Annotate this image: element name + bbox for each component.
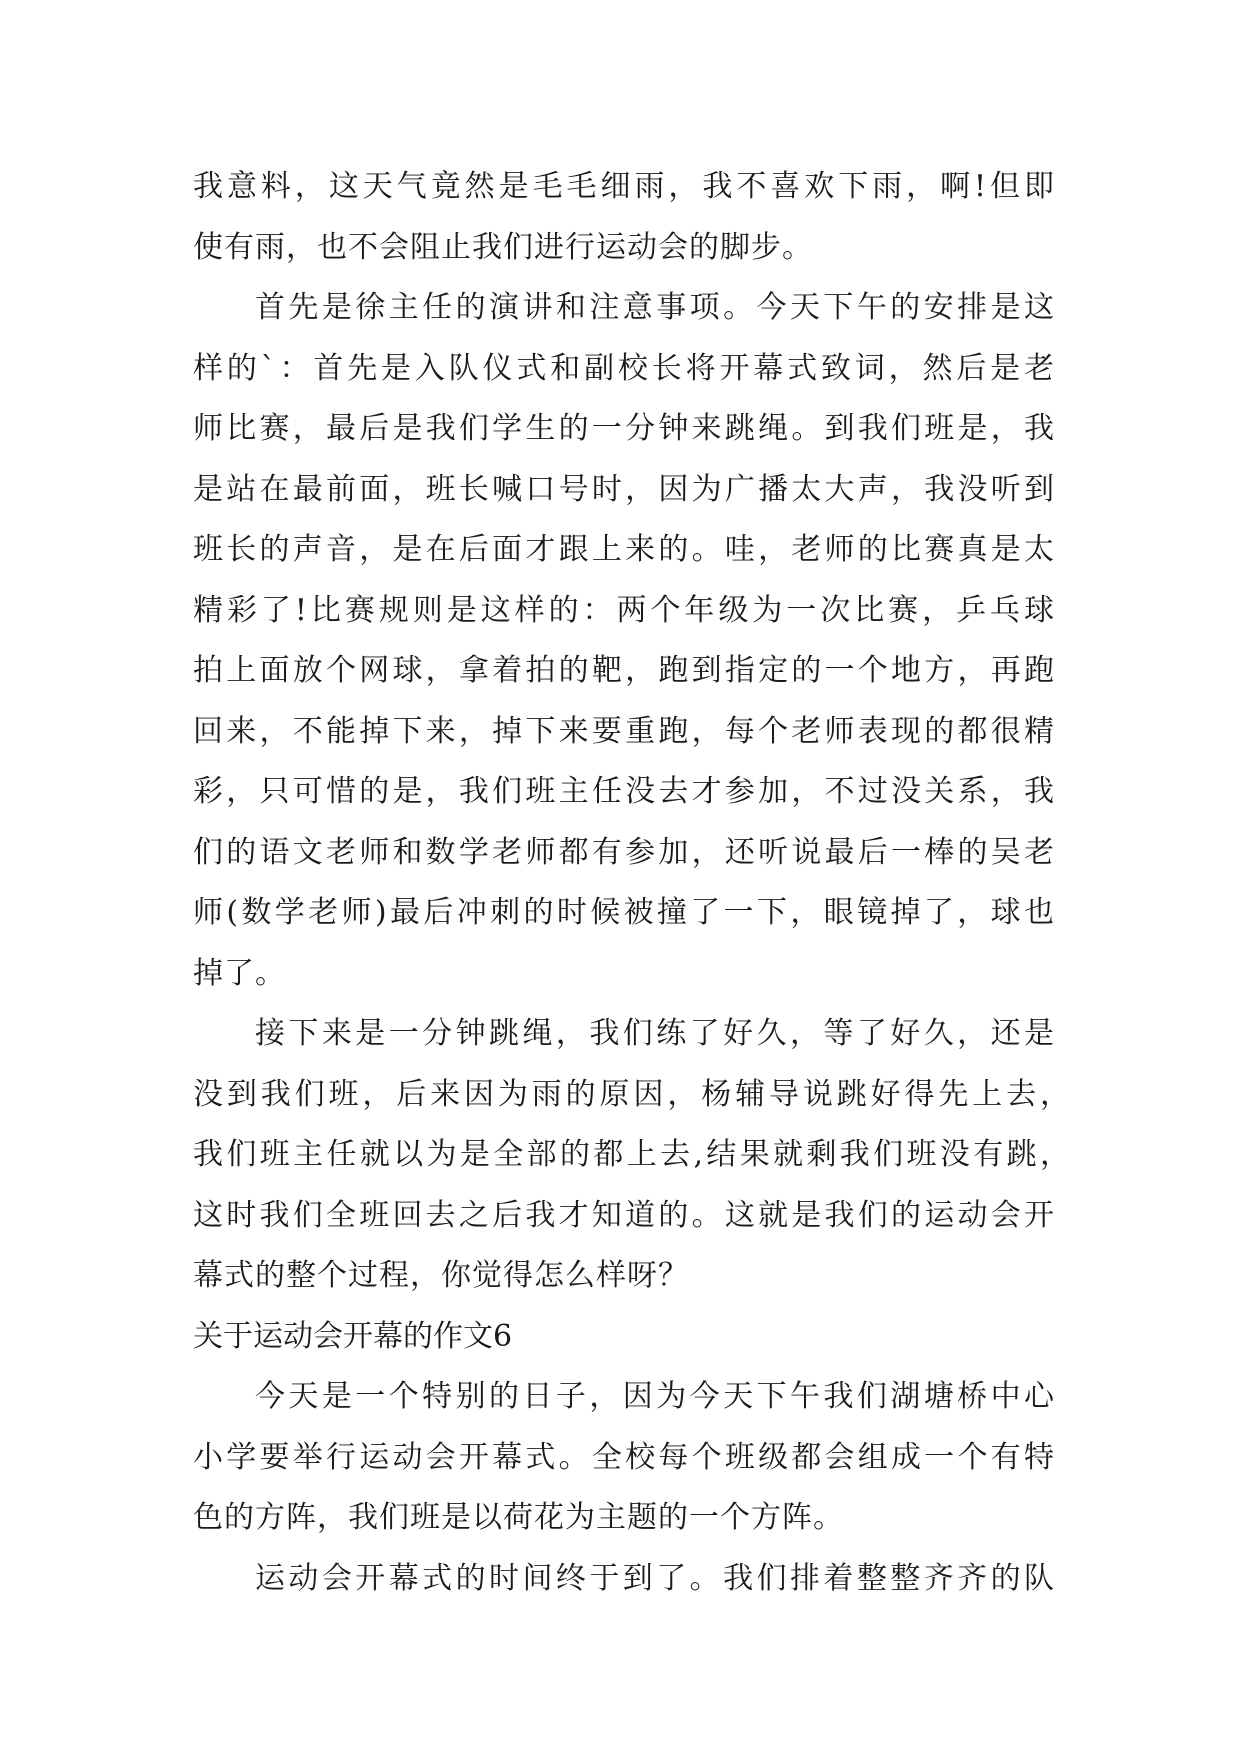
section-heading: 关于运动会开幕的作文6 [193, 1318, 513, 1354]
text-line: 小学要举行运动会开幕式。全校每个班级都会组成一个有特 [193, 1439, 1055, 1475]
text-line: 精彩了!比赛规则是这样的：两个年级为一次比赛，乒乓球 [193, 592, 1055, 628]
text-line: 幕式的整个过程，你觉得怎么样呀？ [193, 1258, 689, 1293]
text-line: 这时我们全班回去之后我才知道的。这就是我们的运动会开 [193, 1197, 1055, 1233]
text-line: 样的`：首先是入队仪式和副校长将开幕式致词，然后是老 [193, 350, 1055, 386]
paragraph-first-line: 接下来是一分钟跳绳，我们练了好久，等了好久，还是 [255, 1016, 1055, 1051]
essay-body [193, 157, 1071, 1609]
text-line: 回来，不能掉下来，掉下来要重跑，每个老师表现的都很精 [193, 713, 1055, 749]
text-line: 彩，只可惜的是，我们班主任没去才参加，不过没关系，我 [193, 774, 1055, 809]
text-line: 使有雨，也不会阻止我们进行运动会的脚步。 [193, 229, 813, 265]
text-line: 师(数学老师)最后冲刺的时候被撞了一下，眼镜掉了，球也 [193, 895, 1055, 930]
paragraph-first-line: 首先是徐主任的演讲和注意事项。今天下午的安排是这 [255, 290, 1055, 325]
text-line: 拍上面放个网球，拿着拍的靶，跑到指定的一个地方，再跑 [193, 653, 1055, 688]
text-line: 们的语文老师和数学老师都有参加，还听说最后一棒的吴老 [193, 834, 1055, 870]
text-line: 班长的声音，是在后面才跟上来的。哇，老师的比赛真是太 [193, 532, 1055, 567]
text-line: 色的方阵，我们班是以荷花为主题的一个方阵。 [193, 1500, 844, 1535]
text-line: 掉了。 [193, 955, 286, 991]
text-line: 没到我们班，后来因为雨的原因，杨辅导说跳好得先上去， [193, 1076, 1071, 1112]
text-line: 我们班主任就以为是全部的都上去,结果就剩我们班没有跳， [193, 1137, 1071, 1172]
text-line: 是站在最前面，班长喊口号时，因为广播太大声，我没听到 [193, 471, 1055, 507]
paragraph-first-line: 运动会开幕式的时间终于到了。我们排着整整齐齐的队 [255, 1560, 1055, 1596]
paragraph-first-line: 今天是一个特别的日子，因为今天下午我们湖塘桥中心 [255, 1379, 1055, 1414]
text-line: 师比赛，最后是我们学生的一分钟来跳绳。到我们班是，我 [193, 411, 1055, 446]
text-line: 我意料，这天气竟然是毛毛细雨，我不喜欢下雨，啊!但即 [193, 169, 1055, 204]
